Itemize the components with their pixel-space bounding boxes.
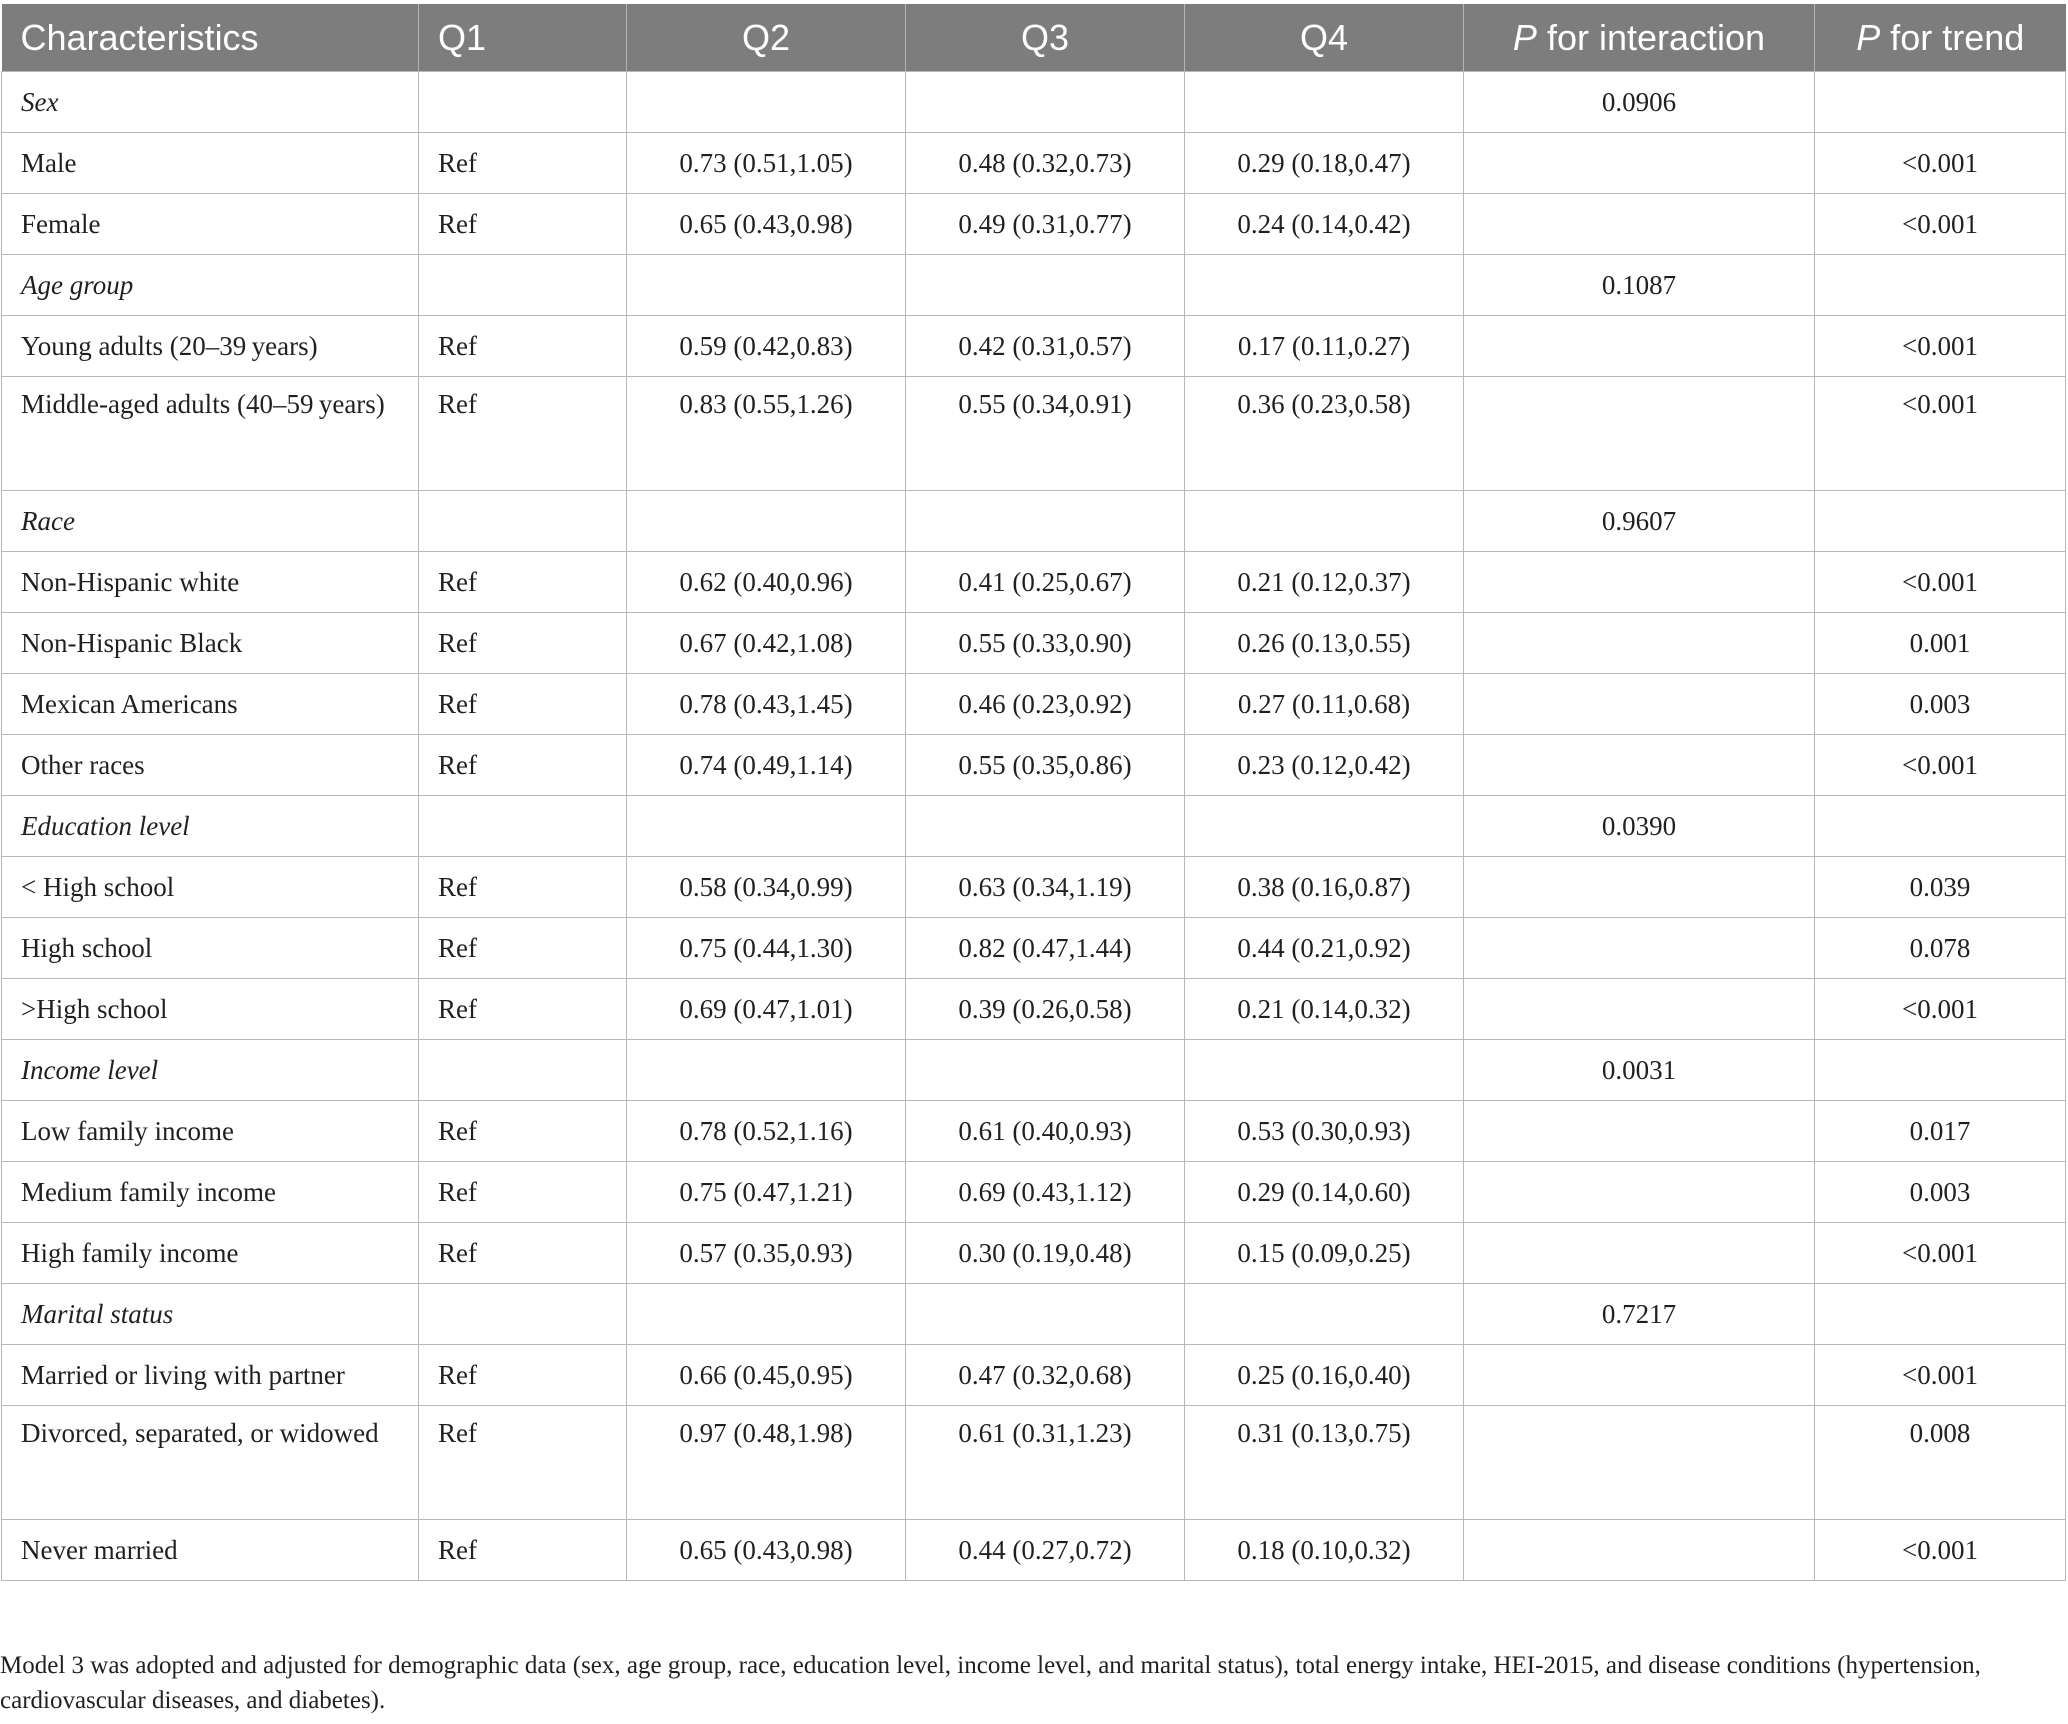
cell-q1: Ref: [419, 1101, 627, 1162]
cell-q1: [419, 72, 627, 133]
table-row: [2, 674, 2066, 735]
cell-q3: 0.49 (0.31,0.77): [906, 194, 1185, 255]
cell-p-interaction: 0.9607: [1464, 491, 1815, 552]
cell-q1: [419, 1040, 627, 1101]
cell-q4: 0.24 (0.14,0.42): [1185, 194, 1464, 255]
cell-q3: 0.61 (0.31,1.23): [906, 1406, 1185, 1520]
cell-q3: 0.55 (0.33,0.90): [906, 613, 1185, 674]
cell-p-interaction: 0.0906: [1464, 72, 1815, 133]
cell-q3: [906, 1040, 1185, 1101]
cell-characteristic: Other races: [2, 735, 419, 796]
header-row: [2, 4, 2066, 72]
cell-q1: Ref: [419, 316, 627, 377]
cell-p-interaction: [1464, 194, 1815, 255]
cell-p-trend: <0.001: [1815, 1520, 2066, 1581]
cell-characteristic: Age group: [2, 255, 419, 316]
cell-q1: Ref: [419, 194, 627, 255]
cell-p-interaction: [1464, 133, 1815, 194]
cell-q2: 0.97 (0.48,1.98): [627, 1406, 906, 1520]
cell-q1: Ref: [419, 1345, 627, 1406]
cell-q2: [627, 255, 906, 316]
table-row: [2, 133, 2066, 194]
cell-p-trend: <0.001: [1815, 194, 2066, 255]
cell-p-trend: 0.003: [1815, 1162, 2066, 1223]
cell-p-interaction: [1464, 1223, 1815, 1284]
cell-q2: 0.78 (0.43,1.45): [627, 674, 906, 735]
group-header-row: [2, 255, 2066, 316]
cell-p-interaction: 0.0031: [1464, 1040, 1815, 1101]
cell-q4: 0.26 (0.13,0.55): [1185, 613, 1464, 674]
cell-q4: 0.21 (0.14,0.32): [1185, 979, 1464, 1040]
cell-q2: 0.75 (0.47,1.21): [627, 1162, 906, 1223]
cell-q3: [906, 255, 1185, 316]
cell-characteristic: Male: [2, 133, 419, 194]
cell-q2: 0.73 (0.51,1.05): [627, 133, 906, 194]
cell-q2: [627, 72, 906, 133]
cell-p-trend: 0.017: [1815, 1101, 2066, 1162]
cell-p-trend: <0.001: [1815, 1345, 2066, 1406]
cell-q3: 0.39 (0.26,0.58): [906, 979, 1185, 1040]
cell-p-trend: [1815, 491, 2066, 552]
cell-p-interaction: [1464, 1406, 1815, 1520]
cell-q1: Ref: [419, 133, 627, 194]
cell-characteristic: Non-Hispanic white: [2, 552, 419, 613]
header-q3: Q3: [906, 4, 1185, 72]
cell-p-trend: [1815, 1284, 2066, 1345]
cell-characteristic: Divorced, separated, or widowed: [2, 1406, 419, 1520]
cell-q2: [627, 1284, 906, 1345]
table-row: [2, 1162, 2066, 1223]
cell-q3: 0.47 (0.32,0.68): [906, 1345, 1185, 1406]
cell-q4: [1185, 72, 1464, 133]
cell-p-trend: [1815, 255, 2066, 316]
cell-q1: Ref: [419, 1520, 627, 1581]
cell-p-interaction: [1464, 857, 1815, 918]
cell-characteristic: Married or living with partner: [2, 1345, 419, 1406]
cell-p-trend: [1815, 796, 2066, 857]
cell-q4: 0.53 (0.30,0.93): [1185, 1101, 1464, 1162]
table-row: [2, 377, 2066, 491]
table-row: [2, 1520, 2066, 1581]
table-row: [2, 1223, 2066, 1284]
cell-q2: 0.59 (0.42,0.83): [627, 316, 906, 377]
cell-q1: Ref: [419, 979, 627, 1040]
cell-q4: 0.27 (0.11,0.68): [1185, 674, 1464, 735]
cell-p-interaction: 0.0390: [1464, 796, 1815, 857]
cell-q4: 0.44 (0.21,0.92): [1185, 918, 1464, 979]
cell-q3: 0.55 (0.35,0.86): [906, 735, 1185, 796]
header-p-for-interaction: [1464, 4, 1815, 72]
cell-characteristic: Middle-aged adults (40–59 years): [2, 377, 419, 491]
cell-p-interaction: 0.7217: [1464, 1284, 1815, 1345]
cell-q1: Ref: [419, 613, 627, 674]
cell-q3: [906, 72, 1185, 133]
group-header-row: [2, 491, 2066, 552]
cell-q2: [627, 491, 906, 552]
cell-q2: 0.66 (0.45,0.95): [627, 1345, 906, 1406]
cell-p-trend: [1815, 1040, 2066, 1101]
cell-q4: [1185, 491, 1464, 552]
cell-q4: 0.17 (0.11,0.27): [1185, 316, 1464, 377]
header-p-for-trend: [1815, 4, 2066, 72]
cell-q3: [906, 796, 1185, 857]
cell-q4: 0.25 (0.16,0.40): [1185, 1345, 1464, 1406]
cell-p-trend: [1815, 72, 2066, 133]
cell-q2: 0.74 (0.49,1.14): [627, 735, 906, 796]
cell-p-trend: 0.008: [1815, 1406, 2066, 1520]
header-p-interaction-text: for interaction: [1536, 16, 1766, 58]
cell-p-interaction: [1464, 613, 1815, 674]
cell-p-trend: 0.003: [1815, 674, 2066, 735]
table-row: [2, 552, 2066, 613]
table-row: [2, 1101, 2066, 1162]
cell-p-trend: <0.001: [1815, 1223, 2066, 1284]
header-characteristics: Characteristics: [2, 4, 419, 72]
cell-characteristic: Education level: [2, 796, 419, 857]
cell-characteristic: Never married: [2, 1520, 419, 1581]
cell-q2: [627, 1040, 906, 1101]
header-q2: Q2: [627, 4, 906, 72]
cell-q3: 0.82 (0.47,1.44): [906, 918, 1185, 979]
cell-q2: [627, 796, 906, 857]
subgroup-analysis-table: [1, 4, 2066, 1581]
table-row: [2, 316, 2066, 377]
cell-q1: Ref: [419, 552, 627, 613]
cell-p-interaction: [1464, 1101, 1815, 1162]
cell-q2: 0.83 (0.55,1.26): [627, 377, 906, 491]
cell-q1: [419, 1284, 627, 1345]
header-q4: Q4: [1185, 4, 1464, 72]
cell-q2: 0.65 (0.43,0.98): [627, 1520, 906, 1581]
cell-characteristic: Mexican Americans: [2, 674, 419, 735]
table-row: [2, 857, 2066, 918]
cell-q2: 0.57 (0.35,0.93): [627, 1223, 906, 1284]
cell-p-trend: 0.039: [1815, 857, 2066, 918]
table-row: [2, 735, 2066, 796]
cell-q3: 0.63 (0.34,1.19): [906, 857, 1185, 918]
cell-characteristic: High school: [2, 918, 419, 979]
cell-q1: Ref: [419, 674, 627, 735]
cell-q3: [906, 491, 1185, 552]
cell-p-interaction: [1464, 979, 1815, 1040]
group-header-row: [2, 796, 2066, 857]
cell-q2: 0.78 (0.52,1.16): [627, 1101, 906, 1162]
cell-q4: 0.38 (0.16,0.87): [1185, 857, 1464, 918]
cell-q4: [1185, 796, 1464, 857]
cell-characteristic: Young adults (20–39 years): [2, 316, 419, 377]
table-row: [2, 613, 2066, 674]
cell-q4: [1185, 255, 1464, 316]
cell-p-trend: <0.001: [1815, 316, 2066, 377]
cell-p-interaction: [1464, 918, 1815, 979]
cell-characteristic: < High school: [2, 857, 419, 918]
cell-characteristic: Non-Hispanic Black: [2, 613, 419, 674]
cell-p-trend: <0.001: [1815, 735, 2066, 796]
cell-q2: 0.69 (0.47,1.01): [627, 979, 906, 1040]
cell-characteristic: Female: [2, 194, 419, 255]
table-row: [2, 918, 2066, 979]
table-row: [2, 194, 2066, 255]
cell-q4: [1185, 1040, 1464, 1101]
cell-q3: 0.55 (0.34,0.91): [906, 377, 1185, 491]
cell-characteristic: Sex: [2, 72, 419, 133]
cell-p-interaction: [1464, 377, 1815, 491]
cell-p-interaction: [1464, 1162, 1815, 1223]
cell-q3: 0.69 (0.43,1.12): [906, 1162, 1185, 1223]
cell-q2: 0.58 (0.34,0.99): [627, 857, 906, 918]
cell-characteristic: >High school: [2, 979, 419, 1040]
table-footnote: Model 3 was adopted and adjusted for demographic data (sex, age group, race, education level, income level, and marital status), total energy intake, HEI-2015, and disease conditions (hypertension, cardiovascular diseases, and diabetes).: [0, 1652, 1981, 1714]
cell-characteristic: Medium family income: [2, 1162, 419, 1223]
cell-q4: 0.18 (0.10,0.32): [1185, 1520, 1464, 1581]
cell-q2: 0.65 (0.43,0.98): [627, 194, 906, 255]
cell-p-interaction: [1464, 1345, 1815, 1406]
cell-characteristic: Low family income: [2, 1101, 419, 1162]
cell-p-interaction: [1464, 316, 1815, 377]
cell-q3: 0.48 (0.32,0.73): [906, 133, 1185, 194]
header-p-trend-text: for trend: [1880, 16, 2025, 58]
cell-p-trend: 0.078: [1815, 918, 2066, 979]
cell-q2: 0.62 (0.40,0.96): [627, 552, 906, 613]
table-row: [2, 1345, 2066, 1406]
header-p-italic: P: [1512, 16, 1537, 58]
cell-q4: 0.36 (0.23,0.58): [1185, 377, 1464, 491]
cell-q3: 0.46 (0.23,0.92): [906, 674, 1185, 735]
cell-characteristic: Marital status: [2, 1284, 419, 1345]
cell-q4: [1185, 1284, 1464, 1345]
cell-q1: Ref: [419, 377, 627, 491]
cell-q4: 0.29 (0.18,0.47): [1185, 133, 1464, 194]
cell-q1: [419, 796, 627, 857]
cell-p-interaction: [1464, 1520, 1815, 1581]
cell-q1: Ref: [419, 918, 627, 979]
header-p-italic: P: [1856, 16, 1881, 58]
table-row: [2, 979, 2066, 1040]
cell-q3: 0.61 (0.40,0.93): [906, 1101, 1185, 1162]
cell-p-interaction: [1464, 735, 1815, 796]
cell-p-trend: 0.001: [1815, 613, 2066, 674]
cell-q3: 0.44 (0.27,0.72): [906, 1520, 1185, 1581]
group-header-row: [2, 72, 2066, 133]
cell-q3: 0.42 (0.31,0.57): [906, 316, 1185, 377]
cell-q1: Ref: [419, 1223, 627, 1284]
cell-characteristic: Race: [2, 491, 419, 552]
cell-p-trend: <0.001: [1815, 133, 2066, 194]
group-header-row: [2, 1284, 2066, 1345]
group-header-row: [2, 1040, 2066, 1101]
cell-q2: 0.75 (0.44,1.30): [627, 918, 906, 979]
table-body: [2, 72, 2066, 1581]
cell-q4: 0.15 (0.09,0.25): [1185, 1223, 1464, 1284]
cell-characteristic: High family income: [2, 1223, 419, 1284]
cell-q2: 0.67 (0.42,1.08): [627, 613, 906, 674]
cell-p-interaction: 0.1087: [1464, 255, 1815, 316]
header-q1: Q1: [419, 4, 627, 72]
cell-p-interaction: [1464, 552, 1815, 613]
cell-p-interaction: [1464, 674, 1815, 735]
cell-q1: [419, 491, 627, 552]
cell-p-trend: <0.001: [1815, 552, 2066, 613]
cell-q1: Ref: [419, 857, 627, 918]
cell-q3: 0.30 (0.19,0.48): [906, 1223, 1185, 1284]
cell-q4: 0.23 (0.12,0.42): [1185, 735, 1464, 796]
cell-p-trend: <0.001: [1815, 979, 2066, 1040]
cell-q1: Ref: [419, 1162, 627, 1223]
cell-q1: Ref: [419, 1406, 627, 1520]
cell-q4: 0.21 (0.12,0.37): [1185, 552, 1464, 613]
cell-q1: Ref: [419, 735, 627, 796]
cell-q1: [419, 255, 627, 316]
cell-q3: [906, 1284, 1185, 1345]
cell-q3: 0.41 (0.25,0.67): [906, 552, 1185, 613]
table-row: [2, 1406, 2066, 1520]
cell-characteristic: Income level: [2, 1040, 419, 1101]
cell-q4: 0.31 (0.13,0.75): [1185, 1406, 1464, 1520]
cell-p-trend: <0.001: [1815, 377, 2066, 491]
cell-q4: 0.29 (0.14,0.60): [1185, 1162, 1464, 1223]
